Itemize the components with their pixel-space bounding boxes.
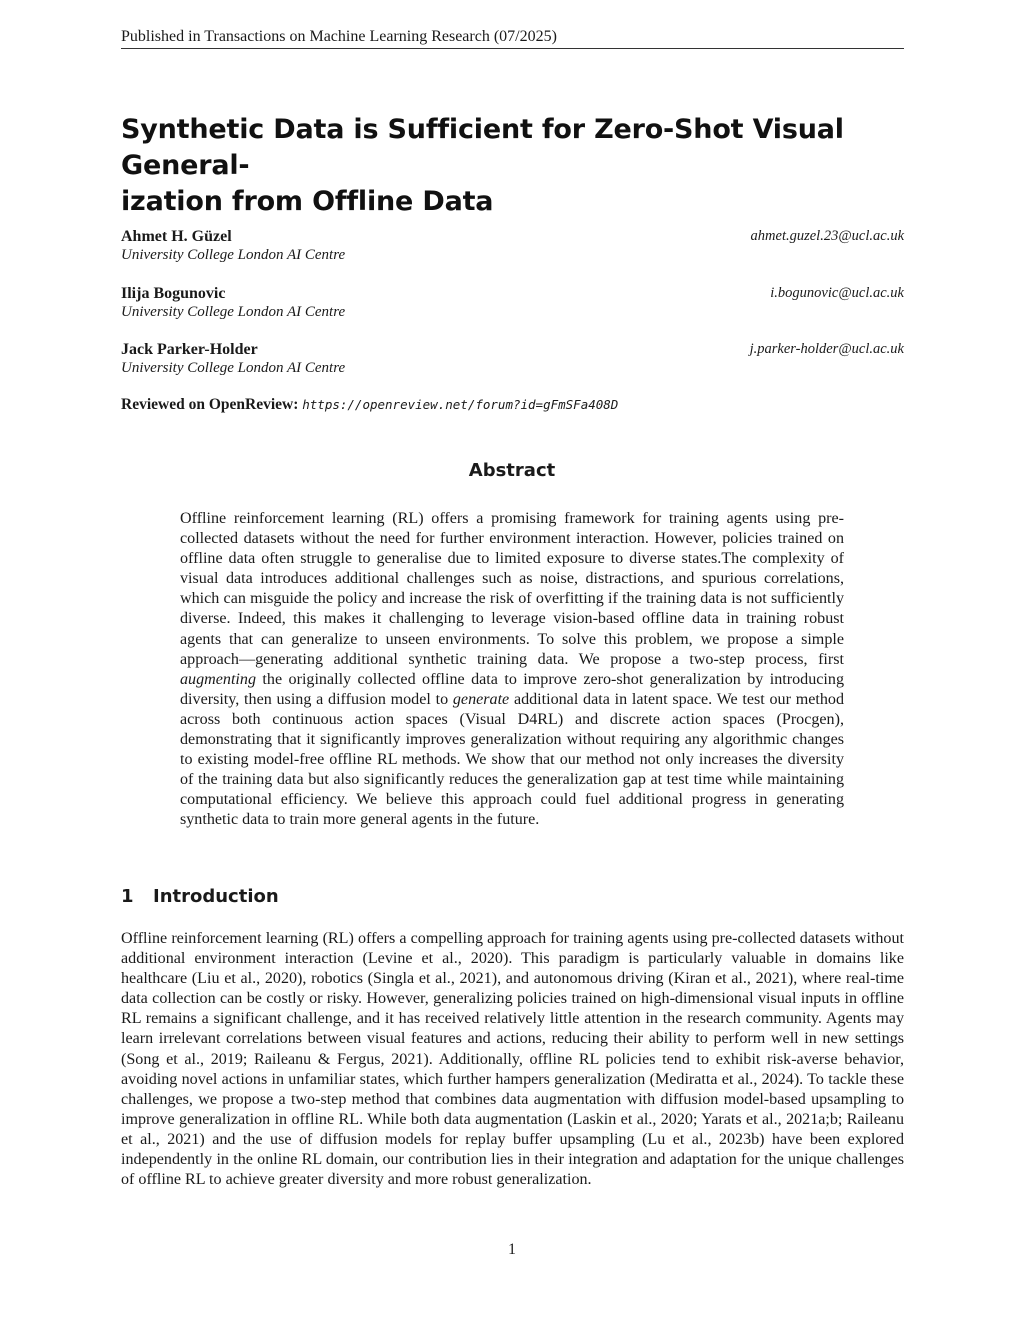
author-block-1 — [121, 227, 904, 265]
author-affiliation: University College London AI Centre — [121, 360, 346, 376]
paper-title — [121, 112, 906, 220]
section-title: Introduction — [153, 886, 279, 907]
paper-title-line-1: Synthetic Data is Sufficient for Zero-Shot Visual General- — [121, 114, 844, 181]
abstract-heading: Abstract — [468, 460, 556, 481]
page-number: 1 — [508, 1241, 516, 1258]
openreview-label: Reviewed on OpenReview: — [121, 396, 299, 413]
introduction-paragraph: Offline reinforcement learning (RL) offers a compelling approach for training agents using pre-collected datasets without additional environment interaction (Levine et al., 2020). This paradigm is particularly valuable in domains like healthcare (Liu et al., 2020), robotics (Singla et al., 2021), and autonomous driving (Kiran et al., 2021), where real-time data collection can be costly or risky. However, generalizing policies trained on high-dimensional visual inputs in offline RL remains a significant challenge, and it has received relatively little attention in the research community. Agents may learn irrelevant correlations between visual features and actions, reducing their ability to perform well in new settings (Song et al., 2019; Raileanu & Fergus, 2021). Additionally, offline RL policies tend to exhibit risk-averse behavior, avoiding novel actions in unfamiliar states, which further hampers generalization (Mediratta et al., 2024). To tackle these challenges, we propose a two-step method that combines data augmentation with diffusion model-based upsampling to improve generalization in offline RL. While both data augmentation (Laskin et al., 2020; Yarats et al., 2021a;b; Raileanu et al., 2021) and the use of diffusion models for replay buffer upsampling (Lu et al., 2023b) have been explored independently in the online RL domain, our contribution lies in their integration and adaptation for the unique challenges of offline RL to achieve greater diversity and more robust generalization. — [121, 930, 904, 1189]
author-block-2 — [121, 284, 904, 322]
abstract-emphasis-augmenting: augmenting — [180, 670, 256, 688]
author-name: Ahmet H. Güzel — [121, 228, 232, 245]
abstract-emphasis-generate: generate — [452, 690, 510, 708]
author-name: Ilija Bogunovic — [121, 285, 226, 302]
paper-title-line-2: ization from Offline Data — [121, 186, 494, 217]
abstract-part-3: additional data in latent space. We test our method across both continuous action spaces (Visual D4RL) and discrete action spaces (Procgen), demonstrating that it significantly improves generalization without requiring any algorithmic changes to existing model-free offline RL methods. We show that our method not only increases the diversity of the training data but also significantly reduces the generalization gap at test time while maintaining computational efficiency. We believe this approach could fuel additional progress in generating synthetic data to train more general agents in the future. — [180, 690, 844, 829]
openreview-line — [121, 395, 618, 414]
author-email[interactable]: ahmet.guzel.23@ucl.ac.uk — [750, 228, 904, 244]
abstract-part-1: Offline reinforcement learning (RL) offers a promising framework for training agents using pre-collected datasets without the need for further environment interaction. However, policies trained on offline data often struggle to generalise due to limited exposure to diverse states.The complexity of visual data introduces additional challenges such as noise, distractions, and spurious correlations, which can misguide the policy and increase the risk of overfitting if the training data is not sufficiently diverse. Indeed, this makes it challenging to leverage vision-based offline data in training robust agents that can generalize to unseen environments. To solve this problem, we propose a simple approach—generating additional synthetic training data. We propose a two-step process, first — [180, 510, 844, 668]
author-email[interactable]: j.parker-holder@ucl.ac.uk — [749, 341, 904, 357]
author-name: Jack Parker-Holder — [121, 341, 258, 358]
section-heading-introduction — [121, 885, 279, 909]
header-rule — [121, 48, 904, 49]
abstract-part-2: the originally collected offline data to improve zero-shot generalization by introducing diversity, then using a diffusion model to — [180, 670, 844, 708]
author-block-3 — [121, 340, 904, 378]
author-email[interactable]: i.bogunovic@ucl.ac.uk — [770, 285, 904, 301]
openreview-link[interactable]: https://openreview.net/forum?id=gFmSFa408D — [302, 397, 619, 412]
author-affiliation: University College London AI Centre — [121, 247, 346, 263]
section-number: 1 — [121, 886, 134, 907]
abstract-text — [180, 509, 844, 831]
running-header: Published in Transactions on Machine Learning Research (07/2025) — [121, 28, 557, 45]
author-affiliation: University College London AI Centre — [121, 304, 346, 320]
